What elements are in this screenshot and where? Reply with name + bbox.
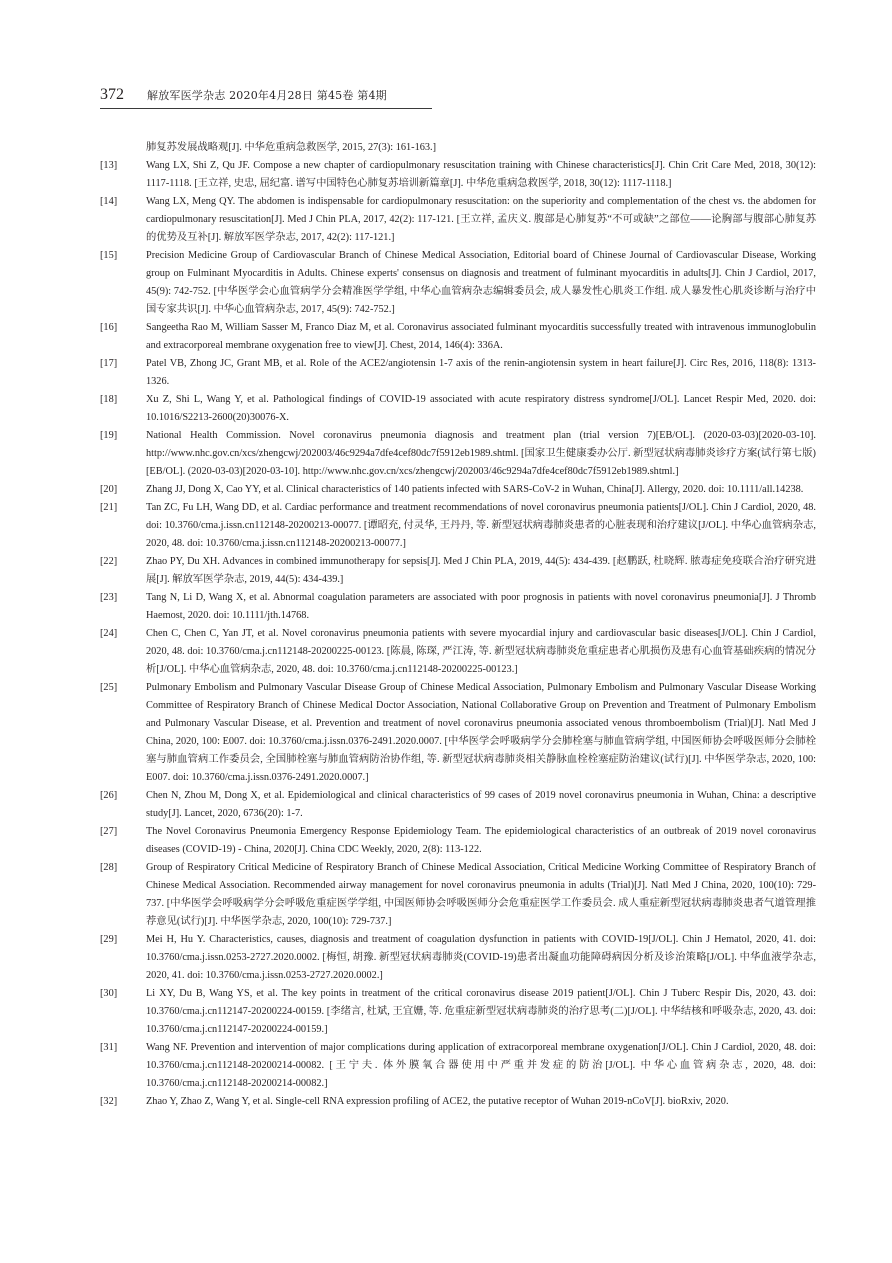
reference-item [100,625,816,679]
reference-text: Zhao Y, Zhao Z, Wang Y, et al. Single-cell RNA expression profiling of ACE2, the putative receptor of Wuhan 2019-nCoV[J]. bioRxiv, 2020. [146,1096,729,1107]
reference-number: [27] [100,826,118,837]
reference-number: [18] [100,394,118,405]
reference-text: Chen N, Zhou M, Dong X, et al. Epidemiological and clinical characteristics of 99 cases of 2019 novel coronavirus pneumonia in Wuhan, China: a descriptive study[J]. Lancet, 2020, 6736(20): 1-7. [146,790,816,819]
reference-number: [30] [100,988,118,999]
reference-item [100,679,816,787]
reference-text: Precision Medicine Group of Cardiovascular Branch of Chinese Medical Association, Editorial board of Chinese Journal of Cardiovascular Disease, Working group on Fulminant Myocarditis in Adults. Chinese experts' consensus on diagnosis and treatment of fulminant myocarditis in adults[J]. Chin J Cardiol, 2017, 45(9): 742-752. [中华医学会心血管病学分会精准医学学组, 中华心血管病杂志编辑委员会, 成人暴发性心肌炎工作组. 成人暴发性心肌炎诊断与治疗中国专家共识[J]. 中华心血管病杂志, 2017, 45(9): 742-752.] [146,250,816,315]
journal-info: 解放军医学杂志 2020年4月28日 第45卷 第4期 [147,89,387,102]
reference-number: [25] [100,682,118,693]
reference-text: Tang N, Li D, Wang X, et al. Abnormal coagulation parameters are associated with poor prognosis in patients with novel coronavirus pneumonia[J]. J Thromb Haemost, 2020. doi: 10.1111/jth.14768. [146,592,816,621]
reference-text: The Novel Coronavirus Pneumonia Emergency Response Epidemiology Team. The epidemiological characteristics of an outbreak of 2019 novel coronavirus diseases (COVID-19) - China, 2020[J]. China CDC Weekly, 2020, 2(8): 113-122. [146,826,816,855]
reference-item [100,1093,816,1111]
reference-text: Group of Respiratory Critical Medicine of Respiratory Branch of Chinese Medical Association, Critical Medicine Working Committee of Respiratory Branch of Chinese Medical Association. Recommended airway management for novel coronavirus pneumonia in adults (Trial)[J]. Natl Med J China, 2020, 100(10): 729-737. [中华医学会呼吸病学分会呼吸危重症医学学组, 中国医师协会呼吸医师分会危重症医学工作委员会. 成人重症新型冠状病毒肺炎患者气道管理推荐意见(试行)[J]. 中华医学杂志, 2020, 100(10): 729-737.] [146,862,816,927]
reference-number: [19] [100,430,118,441]
reference-number: [17] [100,358,118,369]
reference-item [100,859,816,931]
reference-number: [23] [100,592,118,603]
reference-item [100,931,816,985]
reference-text: Zhao PY, Du XH. Advances in combined immunotherapy for sepsis[J]. Med J Chin PLA, 2019, 44(5): 434-439. [赵鹏跃, 杜晓辉. 脓毒症免疫联合治疗研究进展[J]. 解放军医学杂志, 2019, 44(5): 434-439.] [146,556,816,585]
reference-item [100,823,816,859]
running-header [100,86,432,109]
reference-number: [28] [100,862,118,873]
reference-text: Li XY, Du B, Wang YS, et al. The key points in treatment of the critical coronavirus disease 2019 patient[J/OL]. Chin J Tuberc Respir Dis, 2020, 43. doi: 10.3760/cma.j.cn112147-20200224-00159. [李绪言, 杜斌, 王宜姗, 等. 危重症新型冠状病毒肺炎的治疗思考(二)[J/OL]. 中华结核和呼吸杂志, 2020, 43. doi: 10.3760/cma.j.cn112147-20200224-00159.] [146,988,816,1035]
reference-number: [24] [100,628,118,639]
reference-item [100,481,816,499]
reference-continuation [100,139,816,157]
reference-item [100,427,816,481]
reference-number: [29] [100,934,118,945]
reference-text: Wang LX, Shi Z, Qu JF. Compose a new chapter of cardiopulmonary resuscitation training with Chinese characteristics[J]. Chin Crit Care Med, 2018, 30(12): 1117-1118. [王立祥, 史忠, 屈纪富. 谱写中国特色心肺复苏培训新篇章[J]. 中华危重病急救医学, 2018, 30(12): 1117-1118.] [146,160,816,189]
reference-item [100,247,816,319]
reference-item [100,157,816,193]
reference-item [100,499,816,553]
reference-item [100,391,816,427]
reference-text: National Health Commission. Novel coronavirus pneumonia diagnosis and treatment plan (trial version 7)[EB/OL]. (2020-03-03)[2020-03-10]. http://www.nhc.gov.cn/xcs/zhengcwj/202003/46c9294a7dfe4cef80dc7f5912eb1989.shtml. [国家卫生健康委办公厅. 新型冠状病毒肺炎诊疗方案(试行第七版)[EB/OL]. (2020-03-03)[2020-03-10]. http://www.nhc.gov.cn/xcs/zhengcwj/202003/46c9294a7dfe4cef80dc7f5912eb1989.shtml.] [146,430,816,477]
page-number: 372 [100,86,124,103]
reference-text: Tan ZC, Fu LH, Wang DD, et al. Cardiac performance and treatment recommendations of novel coronavirus pneumonia patients[J/OL]. Chin J Cardiol, 2020, 48. doi: 10.3760/cma.j.issn.cn112148-20200213-00077. [谭昭充, 付灵华, 王丹丹, 等. 新型冠状病毒肺炎患者的心脏表现和治疗建议[J/OL]. 中华心血管病杂志, 2020, 48. doi: 10.3760/cma.j.issn.cn112148-20200213-00077.] [146,502,816,549]
reference-number: [26] [100,790,118,801]
reference-item [100,589,816,625]
reference-text: Zhang JJ, Dong X, Cao YY, et al. Clinical characteristics of 140 patients infected with SARS-CoV-2 in Wuhan, China[J]. Allergy, 2020. doi: 10.1111/all.14238. [146,484,804,495]
reference-number: [16] [100,322,118,333]
reference-text: Xu Z, Shi L, Wang Y, et al. Pathological findings of COVID-19 associated with acute respiratory distress syndrome[J/OL]. Lancet Respir Med, 2020. doi: 10.1016/S2213-2600(20)30076-X. [146,394,816,423]
reference-text: Mei H, Hu Y. Characteristics, causes, diagnosis and treatment of coagulation dysfunction in patients with COVID-19[J/OL]. Chin J Hematol, 2020, 41. doi: 10.3760/cma.j.issn.0253-2727.2020.0002. [梅恒, 胡豫. 新型冠状病毒肺炎(COVID-19)患者出凝血功能障碍病因分析及诊治策略[J/OL]. 中华血液学杂志, 2020, 41. doi: 10.3760/cma.j.issn.0253-2727.2020.0002.] [146,934,816,981]
reference-item [100,319,816,355]
reference-number: [20] [100,484,118,495]
reference-number: [13] [100,160,118,171]
reference-text: Pulmonary Embolism and Pulmonary Vascular Disease Group of Chinese Medical Association, Pulmonary Embolism and Pulmonary Vascular Disease Working Committee of Respiratory Branch of Chinese Medical Doctor Association, National Collaborative Group on Prevention and Treatment of Pulmonary Embolism and Pulmonary Vascular Disease, et al. Prevention and treatment of novel coronavirus pneumonia associated venous thromboembolism (Trial)[J]. Natl Med J China, 2020, 100: E007. doi: 10.3760/cma.j.issn.0376-2491.2020.0007. [中华医学会呼吸病学分会肺栓塞与肺血管病学组, 中国医师协会呼吸医师分会肺栓塞与肺血管病工作委员会, 全国肺栓塞与肺血管病防治协作组, 等. 新型冠状病毒肺炎相关静脉血栓栓塞症防治建议(试行)[J]. 中华医学杂志, 2020, 100: E007. doi: 10.3760/cma.j.issn.0376-2491.2020.0007.] [146,682,816,783]
reference-text: Wang NF. Prevention and intervention of major complications during application of extracorporeal membrane oxygenation[J/OL]. Chin J Cardiol, 2020, 48. doi: 10.3760/cma.j.cn112148-20200214-00082. [王宁夫. 体外膜氧合器使用中严重并发症的防治[J/OL]. 中华心血管病杂志, 2020, 48. doi: 10.3760/cma.j.cn112148-20200214-00082.] [146,1042,816,1089]
reference-number: [14] [100,196,118,207]
reference-number: [21] [100,502,118,513]
reference-item [100,985,816,1039]
reference-number: [22] [100,556,118,567]
reference-text: 肺复苏发展战略观[J]. 中华危重病急救医学, 2015, 27(3): 161-163.] [146,142,437,153]
reference-text: Wang LX, Meng QY. The abdomen is indispensable for cardiopulmonary resuscitation: on the superiority and complementation of the chest vs. the abdomen for cardiopulmonary resuscitation[J]. Med J Chin PLA, 2017, 42(2): 117-121. [王立祥, 孟庆义. 腹部是心肺复苏“不可或缺”之部位——论胸部与腹部心肺复苏的优势及互补[J]. 解放军医学杂志, 2017, 42(2): 117-121.] [146,196,816,243]
reference-number: [32] [100,1096,118,1107]
reference-number: [15] [100,250,118,261]
reference-item [100,1039,816,1093]
reference-list [100,139,816,1111]
reference-text: Patel VB, Zhong JC, Grant MB, et al. Role of the ACE2/angiotensin 1-7 axis of the renin-angiotensin system in heart failure[J]. Circ Res, 2016, 118(8): 1313-1326. [146,358,816,387]
reference-number: [31] [100,1042,118,1053]
reference-item [100,193,816,247]
reference-item [100,787,816,823]
reference-text: Chen C, Chen C, Yan JT, et al. Novel coronavirus pneumonia patients with severe myocardial injury and cardiovascular basic diseases[J/OL]. Chin J Cardiol, 2020, 48. doi: 10.3760/cma.j.cn112148-20200225-00123. [陈晨, 陈琛, 严江涛, 等. 新型冠状病毒肺炎危重症患者心肌损伤及患有心血管基础疾病的情况分析[J/OL]. 中华心血管病杂志, 2020, 48. doi: 10.3760/cma.j.cn112148-20200225-00123.] [146,628,816,675]
reference-item [100,355,816,391]
reference-text: Sangeetha Rao M, William Sasser M, Franco Diaz M, et al. Coronavirus associated fulminant myocarditis successfully treated with intravenous immunoglobulin and extracorporeal membrane oxygenation free to view[J]. Chest, 2014, 146(4): 336A. [146,322,816,351]
reference-item [100,553,816,589]
